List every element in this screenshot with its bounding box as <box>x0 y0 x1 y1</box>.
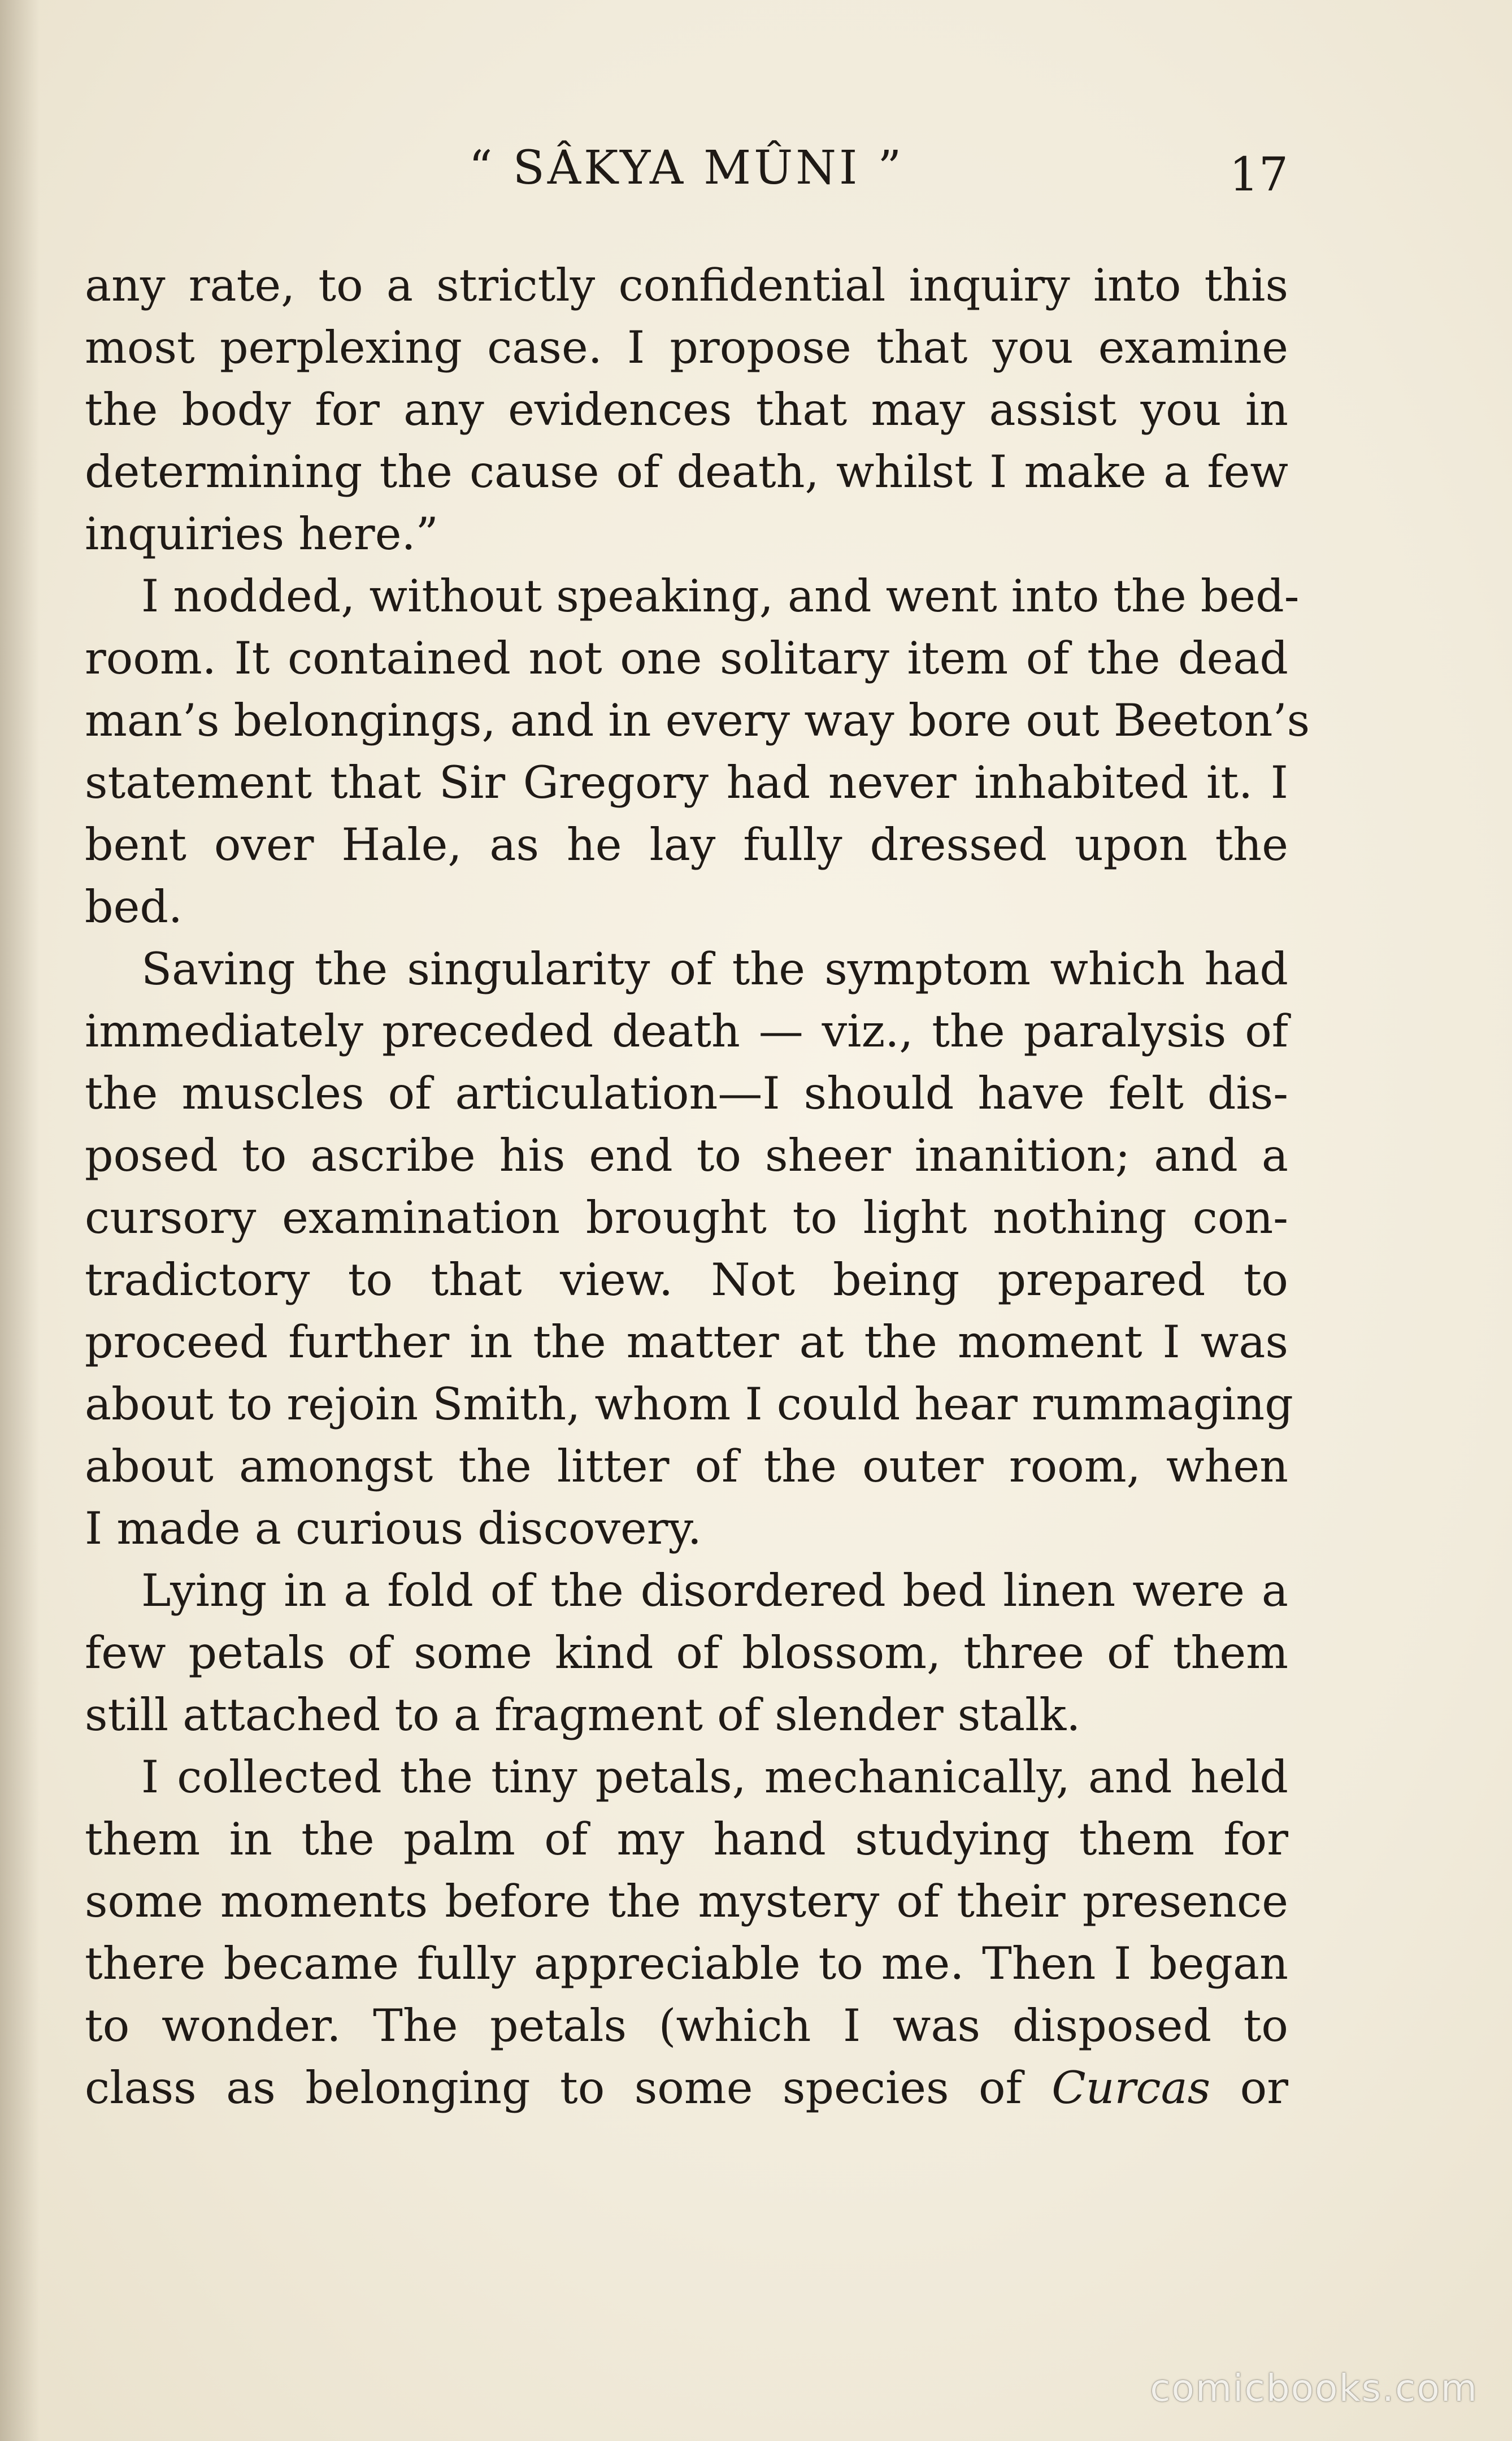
text-line: any rate, to a strictly confidential inquiry into this <box>85 259 1288 311</box>
text-line: them in the palm of my hand studying them for <box>85 1813 1288 1865</box>
text-line: I made a curious discovery. <box>85 1502 702 1554</box>
text-line: still attached to a fragment of slender stalk. <box>85 1689 1081 1741</box>
page-number: 17 <box>1229 148 1288 202</box>
body-text <box>85 254 1310 2119</box>
text-line-final-start: class as belonging to some species of <box>85 2062 1022 2114</box>
text-line-final-end: or <box>1240 2062 1288 2114</box>
text-line: inquiries here.” <box>85 508 438 560</box>
text-line-final <box>85 2057 1288 2119</box>
text-line: some moments before the mystery of their presence <box>85 1875 1288 1927</box>
chapter-title: “ SÂKYA MÛNI ” <box>468 141 905 195</box>
text-line: the body for any evidences that may assist you in <box>85 384 1288 436</box>
text-line: cursory examination brought to light nothing con- <box>85 1192 1288 1244</box>
text-line: room. It contained not one solitary item of the dead <box>85 632 1288 684</box>
text-line: Saving the singularity of the symptom which had <box>141 943 1288 995</box>
text-line: proceed further in the matter at the moment I was <box>85 1316 1288 1368</box>
text-line: determining the cause of death, whilst I make a few <box>85 446 1288 498</box>
text-line: immediately preceded death — viz., the paralysis of <box>85 1005 1288 1057</box>
text-line: there became fully appreciable to me. Then I began <box>85 1938 1288 1990</box>
text-line: I collected the tiny petals, mechanically, and held <box>141 1751 1288 1803</box>
text-line: bent over Hale, as he lay fully dressed upon the <box>85 819 1288 871</box>
text-line: to wonder. The petals (which I was disposed to <box>85 2000 1288 2052</box>
text-line: bed. <box>85 881 183 933</box>
text-line: Lying in a fold of the disordered bed linen were a <box>141 1565 1288 1617</box>
italic-species-name: Curcas <box>1052 2062 1211 2114</box>
text-line: the muscles of articulation—I should have felt dis- <box>85 1067 1288 1119</box>
text-line: about to rejoin Smith, whom I could hear rummaging <box>85 1378 1293 1430</box>
text-line: few petals of some kind of blossom, three of them <box>85 1627 1288 1679</box>
text-line: most perplexing case. I propose that you examine <box>85 322 1288 373</box>
text-line: posed to ascribe his end to sheer inanition; and a <box>85 1130 1288 1182</box>
text-line: about amongst the litter of the outer room, when <box>85 1440 1288 1492</box>
running-head <box>85 141 1288 209</box>
text-line: statement that Sir Gregory had never inhabited it. I <box>85 757 1288 809</box>
watermark: comicbooks.com <box>1150 2366 1478 2410</box>
text-line: tradictory to that view. Not being prepared to <box>85 1254 1288 1306</box>
text-line: man’s belongings, and in every way bore out Beeton’s <box>85 694 1310 746</box>
text-line: I nodded, without speaking, and went into the bed- <box>141 570 1300 622</box>
